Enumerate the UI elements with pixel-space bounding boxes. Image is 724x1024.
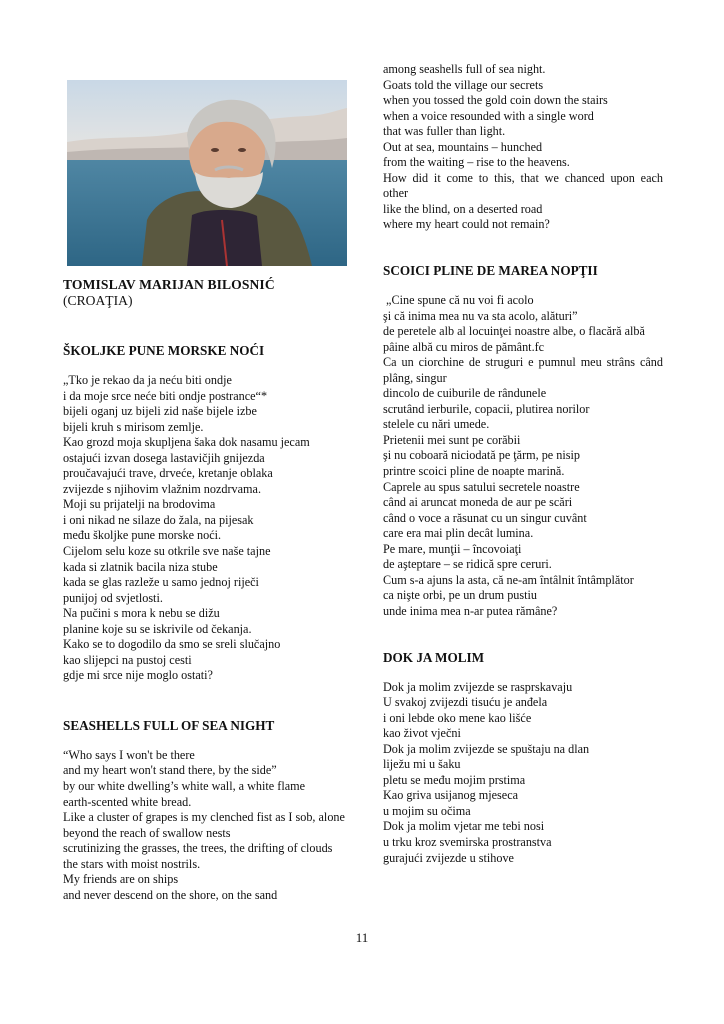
poem-line: zvijezde s njihovim vlažnim nozdrvama. [63, 481, 261, 496]
poem-line: Cijelom selu koze su otkrile sve naše tajne [63, 544, 271, 559]
poem-title: SEASHELLS FULL OF SEA NIGHT [63, 717, 275, 733]
poem-line: ostajući izvan dosega lastavičjih gnijezda [63, 450, 265, 465]
poem-line: i da moje srce neće biti ondje postrance“* [63, 388, 268, 403]
poem-line: earth-scented white bread. [63, 794, 192, 809]
poem-line: and never descend on the shore, on the sand [63, 887, 278, 902]
poem-line: pletu se među mojim prstima [383, 772, 526, 787]
poem-line: Cum s-a ajuns la asta, că ne-am întâlnit întâmplător [383, 572, 634, 587]
poem-line: from the waiting – rise to the heavens. [383, 155, 570, 170]
poem-line: care era mai plin decât lumina. [383, 526, 534, 541]
poem-line: dincolo de cuiburile de rândunele [383, 386, 547, 401]
poem-body-english-continued [383, 62, 663, 233]
poem-line: Kao griva usijanog mjeseca [383, 788, 519, 803]
poem-line: My friends are on ships [63, 872, 179, 887]
poem-line: de aşteptare – se ridică spre ceruri. [383, 557, 552, 572]
poem-line: Dok ja molim zvijezde se rasprskavaju [383, 679, 573, 694]
poem-line: kao život vječni [383, 726, 461, 741]
poem-line: punijoj od svjetlosti. [63, 590, 163, 605]
poem-line: Out at sea, mountains – hunched [383, 139, 543, 154]
right-column [383, 62, 663, 866]
poem-line: Dok ja molim vjetar me tebi nosi [383, 819, 545, 834]
poem-title: SCOICI PLINE DE MAREA NOPŢII [383, 263, 598, 279]
poem-line: Caprele au spus satului secretele noastre [383, 479, 580, 494]
left-column [63, 80, 348, 903]
poem-line: Na pučini s mora k nebu se dižu [63, 606, 220, 621]
poem-line: when you tossed the gold coin down the stairs [383, 93, 608, 108]
poem-line: by our white dwelling’s white wall, a white flame [63, 779, 305, 794]
poem-line: când ai aruncat moneda de aur pe scări [383, 495, 573, 510]
poem-line: Kao grozd moja skupljena šaka dok nasamu jecam [63, 435, 310, 450]
poem-line: planine koje su se iskrivile od čekanja. [63, 621, 252, 636]
poem-line: stelele cu nări umede. [383, 417, 490, 432]
poem-line: “Who says I won't be there [63, 747, 195, 762]
author-portrait-image [67, 80, 347, 266]
poem-line: Goats told the village our secrets [383, 77, 544, 92]
poem-body-croatian [63, 373, 348, 684]
poem-line: gdje mi srce nije moglo ostati? [63, 668, 213, 683]
author-photo [67, 80, 347, 266]
poem-line: Pe mare, munţii – încovoiaţi [383, 541, 522, 556]
poem-title: ŠKOLJKE PUNE MORSKE NOĆI [63, 343, 265, 358]
poem-line: „Cine spune că nu voi fi acolo [383, 293, 534, 308]
poem-line: bijeli kruh s mirisom zemlje. [63, 419, 204, 434]
poem-line: Dok ja molim zvijezde se spuštaju na dlan [383, 741, 590, 756]
poem-line: când o voce a răsunat cu un singur cuvânt [383, 510, 587, 525]
poem-line: the stars with moist nostrils. [63, 856, 201, 871]
poem-line: scrutând ierburile, copacii, plutirea norilor [383, 401, 590, 416]
poem-line: Ca un ciorchine de struguri e pumnul meu strâns când plâng, singur [383, 355, 663, 385]
poem-line: liježu mi u šaku [383, 757, 461, 772]
poem-line: among seashells full of sea night. [383, 62, 546, 76]
poem-line: proučavajući trave, drveće, kretanje oblaka [63, 466, 273, 481]
poem-line: Prietenii mei sunt pe corăbii [383, 432, 521, 447]
poem-line: kada si zlatnik bacila niza stube [63, 559, 218, 574]
poem-body-croatian-2 [383, 680, 663, 867]
poem-line: Moji su prijatelji na brodovima [63, 497, 216, 512]
page-number: 11 [355, 930, 369, 945]
poem-line: gurajući zvijezde u stihove [383, 850, 514, 865]
poem-line: scrutinizing the grasses, the trees, the drifting of clouds [63, 841, 333, 856]
poem-line: kao slijepci na pustoj cesti [63, 652, 192, 667]
poem-line: u trku kroz svemirska prostranstva [383, 834, 552, 849]
poem-line: bijeli oganj uz bijeli zid naše bijele izbe [63, 404, 257, 419]
poem-line: u mojim su očima [383, 803, 471, 818]
poem-line: where my heart could not remain? [383, 217, 550, 232]
poem-line: U svakoj zvijezdi tisuću je anđela [383, 695, 548, 710]
poem-line: i oni nikad ne silaze do žala, na pijesak [63, 512, 254, 527]
poem-line: printre scoici pline de noapte marină. [383, 464, 565, 479]
poem-line: pâine albă cu miros de pământ.fc [383, 339, 545, 354]
poem-line: şi nu coboară niciodată pe ţărm, pe nisip [383, 448, 580, 463]
poem-line: and my heart won't stand there, by the side” [63, 763, 277, 778]
poem-line: Kako se to dogodilo da smo se sreli slučajno [63, 637, 281, 652]
author-country: (CROAŢIA) [63, 293, 133, 308]
poem-body-romanian [383, 293, 663, 619]
poem-line: de peretele alb al locuinţei noastre albe, o flacără albă [383, 324, 645, 339]
poem-line: unde inima mea n-ar putea rămâne? [383, 603, 558, 618]
poem-line: like the blind, on a deserted road [383, 201, 543, 216]
poem-line: ca nişte orbi, pe un drum pustiu [383, 588, 538, 603]
poem-title: DOK JA MOLIM [383, 649, 485, 665]
poem-body-english [63, 748, 348, 903]
poem-line: that was fuller than light. [383, 124, 506, 139]
poem-line: kada se glas razleže u samo jednoj riječi [63, 575, 259, 590]
poem-line: şi că inima mea nu va sta acolo, alături” [383, 308, 578, 323]
poem-line: i oni lebde oko mene kao lišće [383, 710, 532, 725]
author-name: TOMISLAV MARIJAN BILOSNIĆ [63, 277, 275, 292]
poem-line: među školjke pune morske noći. [63, 528, 222, 543]
poem-line: How did it come to this, that we chanced upon each other [383, 170, 663, 201]
poem-line: Like a cluster of grapes is my clenched fist as I sob, alone [63, 810, 345, 825]
poem-line: when a voice resounded with a single word [383, 108, 594, 123]
poem-line: beyond the reach of swallow nests [63, 825, 231, 840]
poem-line: „Tko je rekao da ja neću biti ondje [63, 373, 232, 387]
